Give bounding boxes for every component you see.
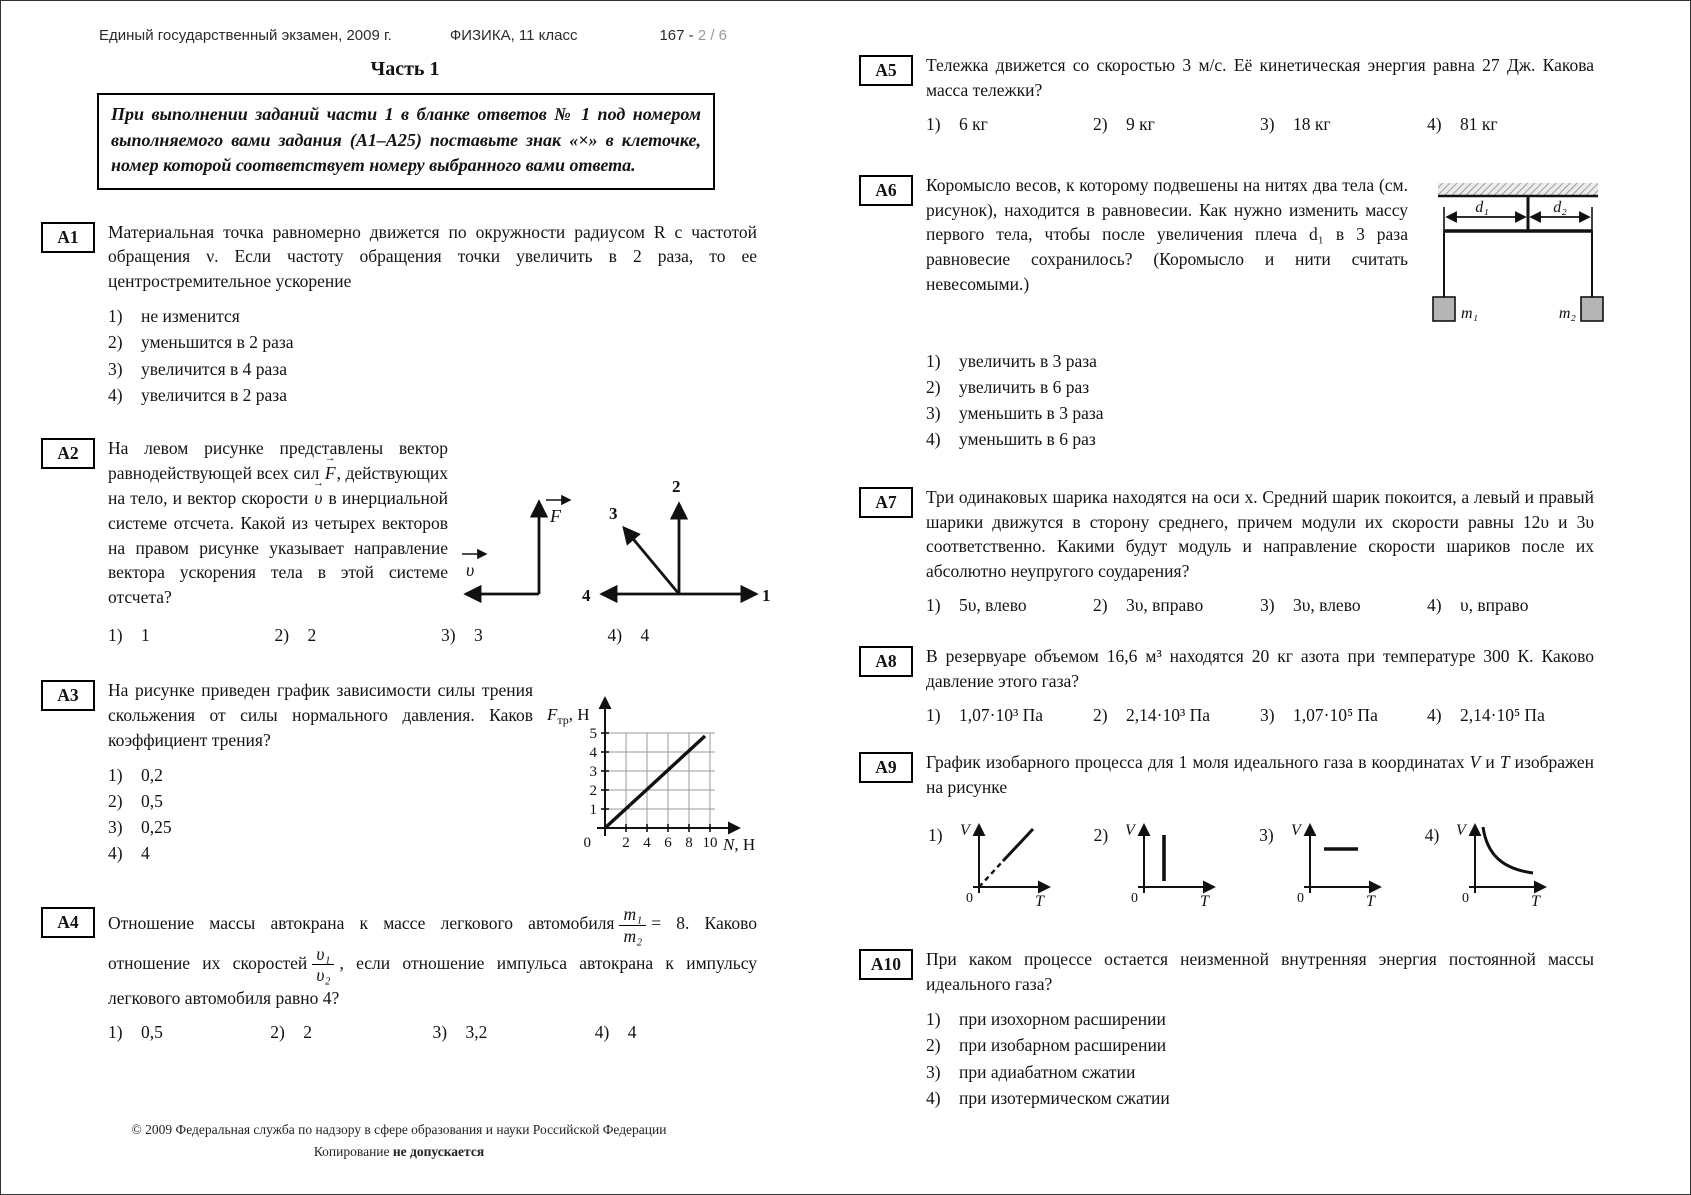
xtick: 8 (685, 835, 693, 852)
option-number: 2) (1093, 704, 1108, 725)
option-text: 9 кг (1126, 113, 1155, 134)
arrow-1-label: 1 (762, 586, 771, 606)
volume-var: V (1469, 751, 1481, 772)
option-text: 5υ, влево (959, 595, 1027, 616)
option-text: 1,07·10³ Па (959, 704, 1043, 725)
question-a8-text: В резервуаре объемом 16,6 м³ находятся 20 кг азота при температуре 300 К. Каково давление этого газа? (926, 646, 1594, 691)
option-cell (1427, 595, 1594, 616)
xtick: 2 (622, 835, 630, 852)
arrow-2-label: 2 (672, 477, 681, 497)
origin-label: 0 (1296, 891, 1304, 907)
option-number: 1) (926, 704, 941, 725)
option-number: 2) (274, 625, 290, 646)
fraction-numerator: υ₁ (312, 945, 334, 965)
x-axis-unit: , Н (734, 835, 756, 855)
question-a1-text: Материальная точка равномерно движется по окружности радиусом R с частотой обращения ν. Если частоту обращения точки увеличить в 2 раза, то ее центростремительное ускорение (108, 221, 757, 292)
option-text: при изобарном расширении (959, 1035, 1167, 1056)
option-number: 1) (108, 764, 123, 785)
option-number: 2) (1093, 595, 1108, 616)
question-a4-label (41, 907, 95, 938)
a9-graph-4 (1445, 811, 1560, 911)
option-text: увеличится в 4 раза (141, 358, 287, 379)
question-label-text: А4 (57, 912, 79, 933)
origin-label: 0 (965, 891, 973, 907)
question-a2 (41, 436, 771, 646)
text-run: изображен на рисунке (926, 751, 1594, 797)
d1-label: d₁ (1475, 198, 1489, 216)
question-a8-options (926, 705, 1594, 726)
question-a2-text (108, 436, 448, 614)
option-number: 1) (928, 825, 943, 846)
option-line (108, 814, 533, 840)
xtick: 4 (643, 835, 651, 852)
option-number: 1) (926, 1009, 941, 1030)
option-text: не изменится (141, 306, 240, 327)
option-number: 3) (926, 1061, 941, 1082)
option-text: уменьшится в 2 раза (141, 332, 294, 353)
option-number: 3) (441, 625, 456, 646)
option-text: увеличить в 6 раз (959, 376, 1090, 397)
page-footer (41, 1119, 757, 1162)
option-cell (1427, 705, 1594, 726)
ytick: 3 (589, 764, 597, 781)
a9-option-1 (928, 811, 1064, 911)
question-a10 (859, 947, 1594, 1111)
question-a7-label (859, 487, 913, 518)
option-number: 2) (108, 332, 123, 353)
option-number: 2) (926, 1035, 941, 1056)
question-a6 (859, 173, 1594, 453)
option-text: 0,5 (141, 790, 163, 811)
mass-1-block (1433, 297, 1455, 321)
y-axis-var: F (547, 705, 558, 725)
option-cell (1260, 114, 1427, 135)
option-number: 4) (1424, 825, 1440, 846)
question-a7 (859, 485, 1594, 616)
vector-v-symbol: υ → (313, 486, 323, 511)
option-cell (595, 1022, 757, 1043)
a9-option-2 (1094, 811, 1230, 911)
option-text: уменьшить в 6 раз (959, 429, 1096, 450)
option-text: 0,25 (141, 817, 172, 838)
question-a7-options (926, 595, 1594, 616)
question-a10-options (926, 1006, 1594, 1111)
question-label-text: А10 (870, 954, 902, 975)
question-a9 (859, 750, 1594, 912)
origin-label: 0 (583, 835, 591, 852)
option-number: 2) (108, 790, 123, 811)
option-line (926, 400, 1605, 426)
option-number: 1) (108, 306, 123, 327)
text-run: Копирование (313, 1143, 393, 1159)
option-text: 1,07·10⁵ Па (1293, 704, 1378, 725)
option-text: 3 (474, 625, 483, 646)
option-cell (1427, 114, 1594, 135)
question-a10-text: При каком процессе остается неизменной внутренняя энергия постоянной массы идеального газа? (926, 949, 1594, 995)
option-text: уменьшить в 3 раза (959, 403, 1104, 424)
question-a3-text: На рисунке приведен график зависимости силы трения скольжения от силы нормального давления. Каков коэффициент трения? (108, 680, 533, 750)
option-cell (608, 625, 775, 646)
option-number: 1) (926, 350, 941, 371)
option-text: υ, вправо (1460, 595, 1529, 616)
option-line (108, 788, 533, 814)
question-label-text: А1 (57, 226, 79, 247)
footer-copyright: © 2009 Федеральная служба по надзору в сфере образования и науки Российской Федерации (131, 1122, 667, 1137)
mass-ratio-fraction (619, 905, 646, 945)
option-cell (441, 625, 608, 646)
option-cell (926, 705, 1093, 726)
a9-graph-3 (1280, 811, 1395, 911)
d2-label: d₂ (1553, 198, 1567, 216)
question-a3-options (108, 762, 533, 867)
option-cell (108, 625, 275, 646)
option-cell (1093, 114, 1260, 135)
question-label-text: А9 (875, 756, 897, 777)
question-a7-text: Три одинаковых шарика находятся на оси x. Средний шарик покоится, а левый и правый шарики движутся в сторону среднего, причем модули их скорости равны 12υ и 3υ соответственно. Какими будут модуль и направление скорости шариков после их абсолютно неупругого соударения? (926, 486, 1594, 582)
force-vector-label: F (550, 506, 561, 527)
question-a2-options (108, 625, 774, 646)
option-number: 4) (607, 625, 623, 646)
option-number: 3) (1260, 595, 1275, 616)
text-run: = 8. Каково отношение их скоростей (108, 913, 757, 973)
ytick: 2 (589, 783, 597, 800)
question-a6-options (926, 348, 1605, 453)
t-axis-label: T (1200, 893, 1210, 911)
question-a5-options (926, 114, 1594, 135)
option-cell (270, 1022, 432, 1043)
text-run-bold: не допускается (392, 1143, 485, 1159)
question-a9-graph-options (928, 811, 1594, 911)
ytick: 5 (589, 726, 597, 743)
option-number: 1) (926, 113, 941, 134)
right-page-column (859, 53, 1594, 1111)
ytick: 1 (589, 802, 597, 819)
question-a3-label (41, 680, 95, 711)
question-a9-text (926, 750, 1594, 800)
option-text: увеличить в 3 раза (959, 350, 1097, 371)
option-text: 1 (141, 625, 150, 646)
option-number: 3) (1260, 704, 1275, 725)
t-axis-label: T (1531, 893, 1541, 911)
question-a10-label (859, 949, 913, 980)
option-text: 18 кг (1293, 113, 1331, 134)
question-a5-text: Тележка движется со скоростью 3 м/с. Её кинетическая энергия равна 27 Дж. Какова масса тележки? (926, 55, 1594, 100)
text-run: Отношение массы автокрана к массе легкового автомобиля (108, 913, 615, 934)
option-line (926, 348, 1605, 374)
option-number: 3) (926, 403, 941, 424)
question-a4-text (108, 905, 757, 1011)
question-label-text: А8 (875, 651, 897, 672)
option-text: 0,2 (141, 764, 163, 785)
speed-ratio-fraction (312, 945, 334, 985)
option-line (108, 303, 757, 329)
fraction-numerator: m₁ (619, 905, 646, 925)
text-run: и (1480, 751, 1500, 772)
option-text: при изохорном расширении (959, 1009, 1166, 1030)
y-axis-unit: , Н (568, 705, 590, 725)
option-number: 4) (108, 843, 123, 864)
a9-option-3 (1259, 811, 1395, 911)
option-cell (1260, 595, 1427, 616)
question-label-text: А3 (57, 685, 79, 706)
left-page-column (41, 27, 771, 1043)
option-cell (926, 114, 1093, 135)
xtick: 6 (664, 835, 672, 852)
option-line (108, 382, 757, 408)
origin-label: 0 (1462, 891, 1470, 907)
fraction-denominator: m₂ (623, 925, 643, 946)
option-number: 3) (1259, 825, 1274, 846)
option-number: 3) (108, 358, 123, 379)
question-a1 (41, 220, 757, 409)
option-line (108, 762, 533, 788)
t-axis-label: T (1365, 893, 1375, 911)
option-cell (1093, 705, 1260, 726)
option-line (108, 840, 533, 866)
option-text: увеличится в 2 раза (141, 384, 287, 405)
option-text: 4 (141, 843, 150, 864)
v-axis-label: V (959, 822, 970, 840)
m1-label: m₁ (1461, 304, 1479, 322)
part-title: Часть 1 (370, 58, 440, 80)
option-number: 4) (1427, 113, 1442, 134)
arrow-3-label: 3 (609, 504, 618, 524)
text-run: , действующих на тело, и вектор скорости (108, 463, 449, 508)
question-label-text: А6 (875, 179, 897, 200)
option-number: 4) (594, 1021, 610, 1042)
header-exam-title: Единый государственный экзамен, 2009 г. (99, 27, 392, 44)
question-label-text: А2 (57, 443, 79, 464)
option-line (926, 1032, 1594, 1058)
option-number: 4) (926, 1087, 941, 1108)
vector-F-symbol: F → (324, 461, 337, 486)
y-axis-sub: тр (557, 713, 569, 728)
question-a6-label (859, 175, 913, 206)
option-cell (433, 1022, 595, 1043)
option-text: 3υ, влево (1293, 595, 1361, 616)
a9-option-4 (1425, 811, 1561, 911)
v-axis-label: V (1456, 822, 1467, 840)
option-line (926, 1006, 1594, 1032)
option-number: 2) (270, 1021, 285, 1042)
option-line (926, 1085, 1594, 1111)
option-number: 3) (1260, 113, 1275, 134)
header-subject: ФИЗИКА, 11 класс (449, 27, 578, 44)
option-text: 3υ, вправо (1126, 595, 1204, 616)
xtick: 10 (702, 835, 718, 852)
option-cell (108, 1022, 270, 1043)
a3-friction-graph (543, 680, 793, 875)
velocity-vector-label: υ (466, 560, 475, 581)
t-axis-label: T (1034, 893, 1044, 911)
option-text: 4 (627, 1021, 637, 1042)
option-text: 2 (307, 625, 317, 646)
mass-2-block (1581, 297, 1603, 321)
question-a5 (859, 53, 1594, 135)
option-number: 4) (108, 384, 123, 405)
option-line (108, 329, 757, 355)
footer-copy-notice (41, 1141, 757, 1163)
v-axis-label: V (1125, 822, 1135, 840)
text-run: в инерциальной системе отсчета. Какой из четырех векторов на правом рисунке указывает направление вектора ускорения тела в этой системе отсчета? (108, 487, 449, 608)
temperature-var: T (1499, 751, 1510, 772)
option-line (926, 374, 1605, 400)
question-a4 (41, 905, 757, 1043)
text-run: На левом рисунке представлены вектор равнодействующей всех сил (108, 438, 448, 484)
question-a1-label (41, 222, 95, 253)
question-a9-label (859, 752, 913, 783)
option-number: 2) (1093, 825, 1109, 846)
option-number: 3) (108, 817, 123, 838)
option-number: 4) (1427, 595, 1442, 616)
option-cell (1260, 705, 1427, 726)
option-number: 3) (432, 1021, 448, 1042)
arrow-4-label: 4 (582, 586, 591, 606)
y-axis-label (546, 705, 590, 727)
instruction-box: При выполнении заданий части 1 в бланке ответов № 1 под номером выполняемого вами задания (А1–А25) поставьте знак «×» в клеточке, номер которой соответствует номеру выбранного вами ответа. (97, 93, 715, 190)
option-text: 3,2 (465, 1021, 488, 1042)
question-a8 (859, 644, 1594, 726)
page-number-code: 167 - (659, 27, 694, 44)
option-number: 1) (108, 1021, 123, 1042)
a2-vectors-figure (454, 464, 774, 614)
option-number: 2) (1093, 113, 1108, 134)
option-text: при адиабатном сжатии (959, 1061, 1136, 1082)
ytick: 4 (589, 745, 597, 762)
option-number: 4) (926, 429, 941, 450)
question-label-text: А7 (875, 491, 897, 512)
option-text: 2 (303, 1021, 312, 1042)
page-number-light: 2 / 6 (697, 27, 727, 44)
option-text: 0,5 (141, 1021, 163, 1042)
option-text: 2,14·10⁵ Па (1460, 704, 1545, 725)
fraction-denominator: υ₂ (316, 965, 331, 986)
v-axis-label: V (1290, 822, 1301, 840)
a9-graph-1 (949, 811, 1064, 911)
option-number: 4) (1427, 704, 1442, 725)
question-a4-options (108, 1022, 757, 1043)
origin-label: 0 (1131, 891, 1139, 907)
option-text: 2,14·10³ Па (1126, 704, 1210, 725)
option-line (926, 1059, 1594, 1085)
option-text: 4 (640, 625, 650, 646)
page-header (99, 27, 727, 44)
option-cell (1093, 595, 1260, 616)
page-number (659, 27, 727, 44)
option-number: 1) (926, 595, 941, 616)
question-a6-text: Коромысло весов, к которому подвешены на нитях два тела (см. рисунок), находится в равновесии. Как нужно изменить массу первого тела, чтобы после увеличения плеча d₁ в 3 раза равновесие сохранилось? (Коромысло и нити считать невесомыми.) (926, 174, 1408, 295)
a9-graph-2 (1114, 811, 1229, 911)
option-line (108, 356, 757, 382)
text-run: График изобарного процесса для 1 моля идеального газа в координатах (926, 751, 1470, 772)
question-a3 (41, 678, 757, 875)
question-a1-options (108, 303, 757, 408)
text-run: , если отношение импульса автокрана к импульсу легкового автомобиля равно 4? (108, 952, 757, 1008)
option-text: при изотермическом сжатии (959, 1087, 1170, 1108)
x-axis-label (722, 835, 755, 854)
a6-balance-figure (1420, 177, 1605, 339)
question-label-text: А5 (875, 60, 897, 80)
option-text: 6 кг (959, 113, 988, 134)
question-a8-label (859, 646, 913, 677)
question-a5-label (859, 55, 913, 86)
option-number: 1) (108, 625, 123, 646)
m2-label: m₂ (1558, 304, 1576, 322)
ceiling-hatch (1438, 183, 1598, 196)
option-cell (275, 625, 442, 646)
option-cell (926, 595, 1093, 616)
option-text: 81 кг (1460, 113, 1498, 134)
x-axis-var: N (723, 835, 735, 855)
option-line (926, 426, 1605, 452)
question-a2-label (41, 438, 95, 469)
option-number: 2) (926, 376, 941, 397)
